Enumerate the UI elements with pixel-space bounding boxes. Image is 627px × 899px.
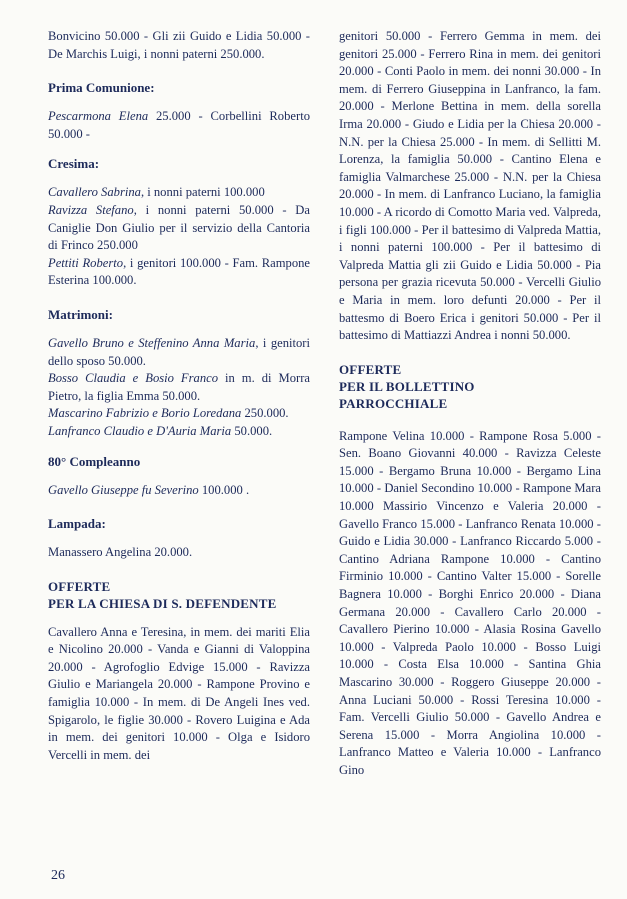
left-column	[48, 28, 310, 764]
entry-text: in m. di Morra Pietro, la figlia Emma 50.000.	[48, 371, 311, 403]
chiesa-offers-continued: genitori 50.000 - Ferrero Gemma in mem. dei genitori 25.000 - Ferrero Rina in mem. dei genitori 20.000 - Conti Paolo in mem. dei nonni 30.000 - In mem. di Ferrero Giuseppina in Lanfranco, la fam. 20.000 - Merlone Bettina in mem. della sorella Irma 20.000 - Giudo e Lidia per la Chiesa 20.000 - N.N. per la Chiesa 25.000 - In mem. di Sellitti M. Lorenza, la famiglia 50.000 - Cantino Elena e famiglia Valmarchese 25.000 - N.N. per la Chiesa 20.000 - In mem. di Lanfranco Luciano, la famiglia 10.000 - A ricordo di Comotto Maria ved. Valpreda, i figli 100.000 - Per il battesimo di Valpreda Mattia, i nonni paterni 100.000 - Per il battesimo di Valpreda Mattia gli zii Guido e Lidia 50.000 - Pia persona per grazia ricevuta 50.000 - Vercelli Giulio e Maria in mem. loro defunti 20.000 - Per il battesmo di Boero Erica i genitori 50.000 - Per il battesimo di Mattiazzi Andrea i nonni 50.000.	[339, 29, 601, 343]
entry-name: Gavello Bruno e Steffenino Anna Maria	[48, 335, 256, 350]
chiesa-heading	[48, 578, 310, 612]
right-column	[339, 28, 601, 780]
entry-text: 25.000 - Corbellini Roberto 50.000 -	[48, 109, 310, 141]
cresima-entry	[48, 184, 310, 202]
entry-name: Gavello Giuseppe fu Severino	[48, 482, 199, 497]
heading-line: OFFERTE	[48, 578, 111, 594]
matrimoni-heading: Matrimoni:	[48, 306, 113, 322]
lampada-entry: Manassero Angelina 20.000.	[48, 545, 193, 560]
entry-name: Ravizza Stefano	[48, 202, 134, 217]
entry-text: 50.000.	[231, 423, 273, 438]
entry-name: Lanfranco Claudio e D'Auria Maria	[48, 423, 232, 438]
entry-text: 250.000.	[241, 406, 289, 421]
entry-name: Bosso Claudia e Bosio Franco	[48, 371, 219, 386]
bollettino-offers-paragraph: Rampone Velina 10.000 - Rampone Rosa 5.000 - Sen. Boano Giovanni 40.000 - Ravizza Celeste 15.000 - Bergamo Bruna 10.000 - Bergamo Lina 10.000 - Daniel Secondino 10.000 - Rampone Mara 10.000 Massirio Vincenzo e Valeria 20.000 - Gavello Franco 15.000 - Lanfranco Renata 10.000 - Guido e Lidia 30.000 - Lanfranco Riccardo 5.000 - Cantino Adriana Rampone 10.000 - Cantino Firminio 10.000 - Cantino Valter 15.000 - Sorelle Bagnera 10.000 - Borghi Enrico 20.000 - Diana Germana 20.000 - Cavallero Carlo 20.000 - Cavallero Pierino 10.000 - Alasia Rosina Gavello 10.000 - Valpreda Paolo 10.000 - Bosso Luigi 10.000 - Costa Elsa 10.000 - Santina Ghia Mascarino 30.000 - Roggero Giuseppe 20.000 - Anna Luciani 50.000 - Rossi Teresina 10.000 - Fam. Vercelli Giulio 50.000 - Gavello Andrea e Serena 15.000 - Morra Angiolina 10.000 - Lanfranco Matteo e Valeria 10.000 - Lanfranco Gino	[339, 428, 601, 777]
heading-line: PARROCCHIALE	[339, 395, 448, 411]
entry-name: Pescarmona Elena	[48, 109, 149, 124]
bollettino-heading	[339, 361, 601, 412]
page-number: 26	[51, 868, 65, 883]
compleanno-heading: 80° Compleanno	[48, 453, 141, 469]
entry-name: Cavallero Sabrina	[48, 185, 141, 200]
entry-name: Mascarino Fabrizio e Borio Loredana	[48, 406, 242, 421]
cresima-heading: Cresima:	[48, 156, 100, 172]
heading-line: OFFERTE	[339, 361, 402, 377]
heading-line: PER LA CHIESA DI S. DEFENDENTE	[48, 595, 277, 611]
chiesa-offers-paragraph: Cavallero Anna e Teresina, in mem. dei mariti Elia e Nicolino 20.000 - Vanda e Gianni di Valoppina 20.000 - Agrofoglio Edvige 15.000 - Ravizza Giulio e Mariangela 20.000 - Rampone Provino e famiglia 10.000 - In mem. di De Angeli Ines ved. Spigarolo, le figlie 30.000 - Rovero Luigina e Ada in mem. dei genitori 10.000 - Olga e Isidoro Vercelli in mem. dei	[48, 624, 310, 762]
heading-line: PER IL BOLLETTINO	[339, 378, 475, 394]
entry-text: , i nonni paterni 100.000	[140, 185, 265, 200]
prima-comunione-entry	[48, 108, 310, 143]
cresima-entry	[48, 202, 310, 255]
compleanno-entry	[48, 482, 310, 500]
cresima-entry	[48, 255, 310, 290]
matrimoni-entry	[48, 335, 310, 370]
entry-text: , i genitori dello sposo 50.000.	[48, 335, 310, 368]
lampada-heading: Lampada:	[48, 516, 106, 532]
entry-name: Pettiti Roberto	[48, 255, 124, 270]
matrimoni-entry	[48, 405, 310, 423]
entry-text: 100.000 .	[198, 482, 250, 497]
matrimoni-entry	[48, 423, 310, 441]
intro-paragraph: Bonvicino 50.000 - Gli zii Guido e Lidia 50.000 - De Marchis Luigi, i nonni paterni 250.000.	[48, 29, 310, 61]
entry-text: , i genitori 100.000 - Fam. Rampone Esterina 100.000.	[48, 255, 311, 288]
matrimoni-entry	[48, 370, 310, 405]
prima-comunione-heading: Prima Comunione:	[48, 80, 155, 96]
entry-text: , i nonni paterni 50.000 - Da Caniglie Don Giulio per il servizio della Cantoria di Frinco 250.000	[48, 202, 310, 253]
